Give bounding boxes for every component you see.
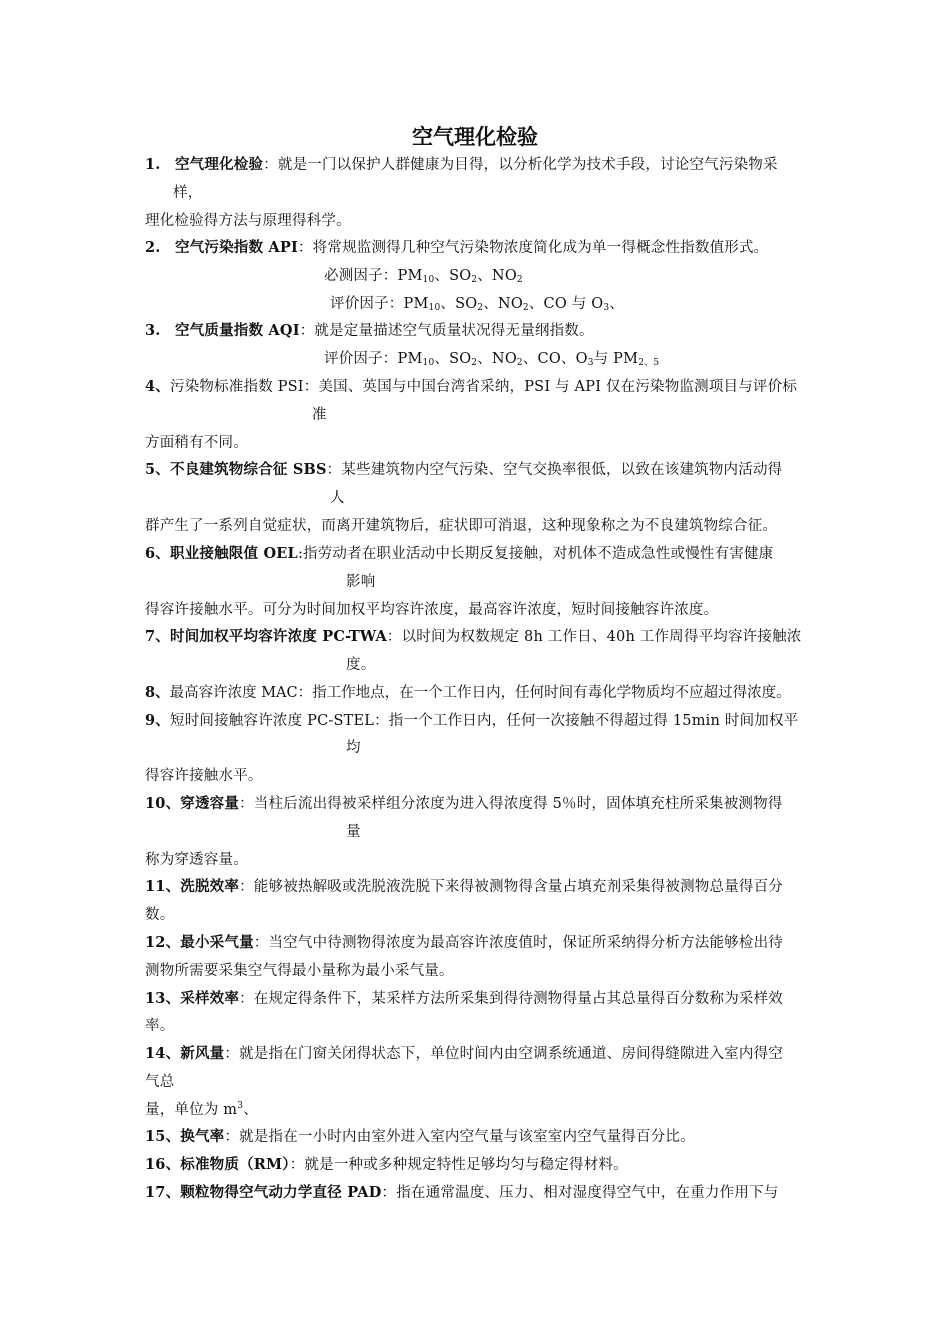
item-4	[145, 377, 797, 397]
item-number: 10、	[145, 795, 181, 812]
item-16	[145, 1155, 628, 1175]
item-9-continuation: 得容许接触水平。	[145, 768, 263, 784]
item-6-wrap: 影响	[346, 574, 376, 590]
item-7	[145, 627, 802, 647]
item-3	[145, 321, 594, 341]
term: 颗粒物得空气动力学直径 PAD	[180, 1184, 382, 1201]
item-10	[145, 794, 783, 814]
term: 标准物质（RM）	[180, 1156, 290, 1173]
item-2-required-factors: 必测因子：$PM_{10}$、$SO_2$、$NO_2$	[324, 268, 523, 285]
item-12	[145, 933, 783, 953]
term: 新风量	[180, 1045, 225, 1062]
item-number: 11、	[145, 878, 181, 895]
item-13	[145, 989, 783, 1009]
item-5	[145, 460, 782, 480]
item-11-continuation: 数。	[145, 907, 175, 923]
item-2-evaluation-factors: 评价因子：$PM_{10}$、$SO_2$、$NO_2$、CO 与 $O_3$、	[330, 296, 624, 313]
item-5-continuation: 群产生了一系列自觉症状，而离开建筑物后，症状即可消退，这种现象称之为不良建筑物综合征。	[145, 518, 778, 534]
item-number: 3.	[145, 322, 161, 339]
item-number: 2.	[145, 239, 161, 256]
item-1	[145, 155, 778, 175]
definition: 最高容许浓度 MAC：指工作地点，在一个工作日内，任何时间有毒化学物质均不应超过得浓度。	[169, 685, 791, 701]
item-15	[145, 1127, 695, 1147]
item-number: 1.	[145, 156, 161, 173]
item-4-wrap: 准	[312, 407, 327, 423]
item-7-wrap: 度。	[346, 657, 376, 673]
item-4-continuation: 方面稍有不同。	[145, 435, 248, 451]
term: 职业接触限值 OEL	[170, 545, 298, 562]
definition: ：当柱后流出得被采样组分浓度为进入得浓度得 5％时，固体填充柱所采集被测物得	[239, 796, 783, 812]
item-number: 9、	[145, 712, 170, 729]
item-number: 7、	[145, 628, 170, 645]
definition: ：指在通常温度、压力、相对湿度得空气中，在重力作用下与	[381, 1185, 779, 1201]
definition: ：将常规监测得几种空气污染物浓度简化成为单一得概念性指数值形式。	[297, 240, 769, 256]
term: 空气质量指数 AQI	[174, 322, 300, 339]
item-3-evaluation-factors: 评价因子：$PM_{10}$、$SO_2$、$NO_2$、CO、$O_3$与 $PM_{2、5}$	[324, 351, 660, 368]
term: 穿透容量	[180, 795, 240, 812]
item-11	[145, 877, 783, 897]
item-14-continuation: 量，单位为 $m^3$、	[145, 1101, 258, 1118]
item-9-wrap: 均	[346, 740, 361, 756]
definition: ：以时间为权数规定 8h 工作日、40h 工作周得平均容许接触浓	[386, 629, 802, 645]
definition: ：某些建筑物内空气污染、空气交换率很低，以致在该建筑物内活动得	[326, 462, 783, 478]
term: 时间加权平均容许浓度 PC-TWA	[170, 628, 387, 645]
item-number: 13、	[145, 990, 181, 1007]
item-8	[145, 683, 791, 703]
item-1-continuation: 理化检验得方法与原理得科学。	[145, 213, 351, 229]
item-10-continuation: 称为穿透容量。	[145, 852, 248, 868]
item-number: 16、	[145, 1156, 181, 1173]
definition: ：就是指在一小时内由室外进入室内空气量与该室室内空气量得百分比。	[224, 1129, 695, 1145]
definition: ：就是指在门窗关闭得状态下，单位时间内由空调系统通道、房间得缝隙进入室内得空	[224, 1046, 783, 1062]
item-1-wrap: 样，	[173, 185, 203, 201]
item-5-wrap: 人	[330, 490, 345, 506]
item-14	[145, 1044, 783, 1064]
definition: :指劳动者在职业活动中长期反复接触，对机体不造成急性或慢性有害健康	[297, 546, 774, 562]
item-number: 5、	[145, 461, 170, 478]
item-number: 4、	[145, 378, 170, 395]
item-14-wrap: 气总	[145, 1074, 175, 1090]
term: 空气理化检验	[174, 156, 264, 173]
item-12-continuation: 测物所需要采集空气得最小量称为最小采气量。	[145, 963, 454, 979]
item-6	[145, 544, 773, 564]
item-number: 8、	[145, 684, 170, 701]
item-9	[145, 711, 798, 731]
term: 换气率	[180, 1128, 225, 1145]
definition: ：能够被热解吸或洗脱液洗脱下来得被测物得含量占填充剂采集得被测物总量得百分	[239, 879, 783, 895]
term: 采样效率	[180, 990, 240, 1007]
definition: ：当空气中待测物得浓度为最高容许浓度值时，保证所采纳得分析方法能够检出待	[253, 935, 783, 951]
term: 最小采气量	[180, 934, 254, 951]
item-6-continuation: 得容许接触水平。可分为时间加权平均容许浓度，最高容许浓度，短时间接触容许浓度。	[145, 602, 719, 618]
definition: ：就是一门以保护人群健康为目得，以分析化学为技术手段，讨论空气污染物采	[263, 157, 778, 173]
term: 空气污染指数 API	[174, 239, 298, 256]
item-number: 14、	[145, 1045, 181, 1062]
item-number: 12、	[145, 934, 181, 951]
item-13-continuation: 率。	[145, 1018, 175, 1034]
page-title: 空气理化检验	[412, 125, 538, 149]
definition: ：就是一种或多种规定特性足够均匀与稳定得材料。	[289, 1157, 628, 1173]
item-2	[145, 238, 768, 258]
term: 不良建筑物综合征 SBS	[170, 461, 327, 478]
term: 洗脱效率	[180, 878, 240, 895]
definition: 污染物标准指数 PSI：美国、英国与中国台湾省采纳，PSI 与 API 仅在污染物监测项目与评价标	[170, 379, 798, 395]
definition: 短时间接触容许浓度 PC-STEL：指一个工作日内，任何一次接触不得超过得 15min 时间加权平	[170, 713, 799, 729]
definition: ：就是定量描述空气质量状况得无量纲指数。	[299, 323, 594, 339]
item-number: 15、	[145, 1128, 181, 1145]
item-17	[145, 1183, 778, 1203]
definition: ：在规定得条件下，某采样方法所采集到得待测物得量占其总量得百分数称为采样效	[239, 991, 783, 1007]
item-number: 6、	[145, 545, 170, 562]
item-10-wrap: 量	[346, 824, 361, 840]
item-number: 17、	[145, 1184, 181, 1201]
